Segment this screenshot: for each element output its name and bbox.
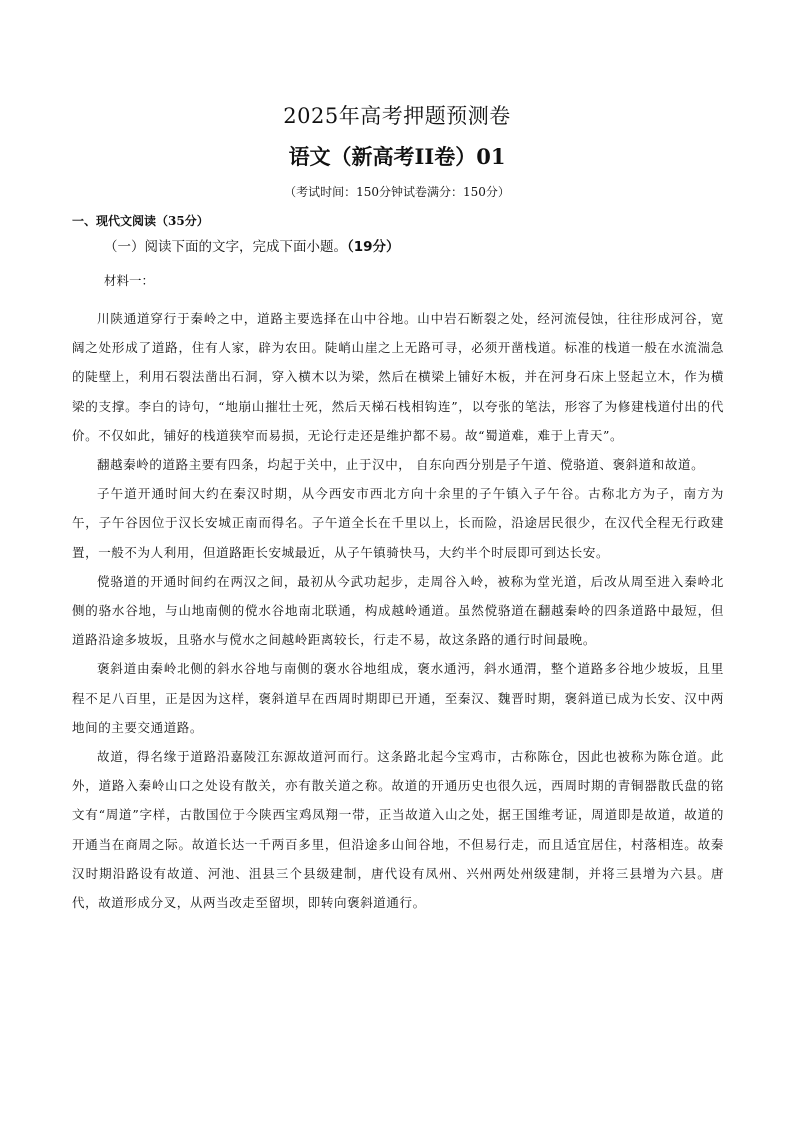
question-instruction <box>104 238 400 256</box>
instruction-text: （一）阅读下面的文字，完成下面小题。 <box>104 239 347 255</box>
passage-paragraph: 川陕通道穿行于秦岭之中，道路主要选择在山中谷地。山中岩石断裂之处，经河流侵蚀，往往形成河谷，宽阔之处形成了道路，住有人家，辟为农田。陡峭山崖之上无路可寻，必须开凿栈道。标准的栈道一般在水流湍急的陡壁上，利用石裂法凿出石洞，穿入横木以为梁，然后在横梁上铺好木板，并在河身石床上竖起立木，作为横梁的支撑。李白的诗句，“地崩山摧壮士死，然后天梯石栈相钩连”，以夸张的笔法，形容了为修建栈道付出的代价。不仅如此，铺好的栈道狭窄而易损，无论行走还是维护都不易。故“蜀道难，难于上青天”。 <box>72 311 724 443</box>
passage-paragraph: 子午道开通时间大约在秦汉时期，从今西安市西北方向十余里的子午镇入子午谷。古称北方为子，南方为午，子午谷因位于汉长安城正南而得名。子午道全长在千里以上，长而险，沿途居民很少，在汉代全程无行政建置，一般不为人利用，但道路距长安城最近，从子午镇骑快马，大约半个时辰即可到达长安。 <box>72 486 724 560</box>
reading-passage <box>72 304 724 917</box>
passage-paragraph: 故道，得名缘于道路沿嘉陵江东源故道河而行。这条路北起今宝鸡市，古称陈仓，因此也被称为陈仓道。此外，道路入秦岭山口之处设有散关，亦有散关道之称。故道的开通历史也很久远，西周时期的青铜器散氏盘的铭文有“周道”字样，古散国位于今陕西宝鸡凤翔一带，正当故道入山之处，据王国维考证，周道即是故道，故道的开通当在商周之际。故道长达一千两百多里，但沿途多山间谷地，不但易行走，而且适宜居住，村落相连。故秦汉时期沿路设有故道、河池、沮县三个县级建制，唐代设有凤州、兴州两处州级建制，并将三县增为六县。唐代，故道形成分叉，从两当改走至留坝，即转向褒斜道通行。 <box>72 749 724 911</box>
material-label: 材料一： <box>104 273 155 288</box>
passage-paragraph: 褒斜道由秦岭北侧的斜水谷地与南侧的褒水谷地组成，褒水通沔，斜水通渭，整个道路多谷地少坡坂，且里程不足八百里，正是因为这样，褒斜道早在西周时期即已开通，至秦汉、魏晋时期，褒斜道已成为长安、汉中两地间的主要交通道路。 <box>72 661 724 735</box>
exam-title: 2025年高考押题预测卷 <box>283 104 511 128</box>
passage-paragraph: 傥骆道的开通时间约在两汉之间，最初从今武功起步，走周谷入岭，被称为堂光道，后改从周至进入秦岭北侧的骆水谷地，与山地南侧的傥水谷地南北联通，构成越岭通道。虽然傥骆道在翻越秦岭的四条道路中最短，但道路沿途多坡坂，且骆水与傥水之间越岭距离较长，行走不易，故这条路的通行时间最晚。 <box>72 573 724 648</box>
passage-paragraph: 翻越秦岭的道路主要有四条，均起于关中，止于汉中， 自东向西分别是子午道、傥骆道、褒斜道和故道。 <box>97 457 705 473</box>
instruction-score: （19分） <box>347 239 400 255</box>
exam-subtitle: 语文（新高考II卷）01 <box>288 144 506 169</box>
exam-info: （考试时间：150分钟试卷满分：150分） <box>284 185 510 199</box>
section-heading: 一、现代文阅读（35分） <box>72 214 209 228</box>
